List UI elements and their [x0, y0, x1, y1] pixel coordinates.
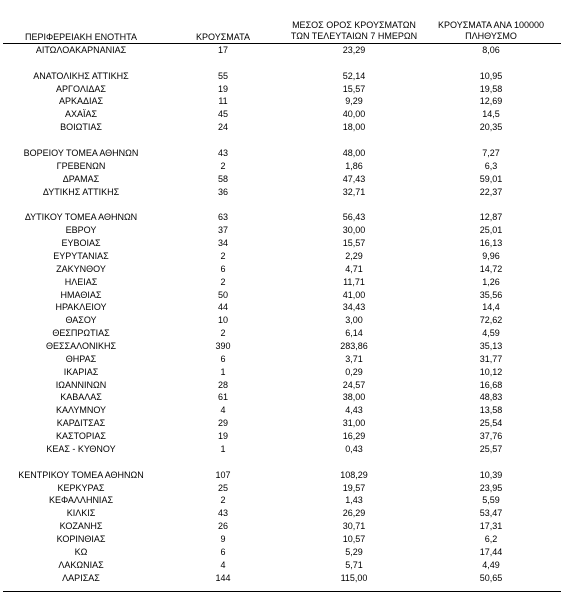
average-cell: 4,71 [345, 264, 363, 274]
cases-cell: 390 [215, 341, 231, 351]
cases-cell: 19 [217, 431, 229, 441]
per100k-cell: 5,59 [482, 495, 500, 505]
cases-cell: 37 [217, 225, 229, 235]
per100k-cell: 14,5 [482, 109, 500, 119]
per100k-cell: 17,31 [479, 521, 503, 531]
per100k-cell: 4,49 [482, 560, 500, 570]
region-cell: ΕΒΡΟΥ [65, 225, 97, 235]
cases-cell: 11 [218, 96, 228, 106]
average-cell: 5,29 [345, 547, 363, 557]
cases-cell: 2 [220, 277, 226, 287]
average-cell: 19,57 [342, 483, 366, 493]
average-cell: 108,29 [340, 470, 368, 480]
cases-cell: 58 [217, 174, 229, 184]
per100k-cell: 10,95 [479, 71, 503, 81]
per100k-cell: 23,95 [479, 483, 503, 493]
region-cell: ΛΑΡΙΣΑΣ [62, 573, 100, 583]
region-cell: ΙΚΑΡΙΑΣ [63, 367, 99, 377]
average-cell: 115,00 [340, 573, 368, 583]
per100k-cell: 59,01 [479, 174, 503, 184]
average-cell: 4,43 [345, 405, 363, 415]
region-cell: ΓΡΕΒΕΝΩΝ [56, 161, 106, 171]
average-cell: 31,00 [342, 418, 366, 428]
cases-cell: 26 [217, 521, 229, 531]
region-cell: ΑΝΑΤΟΛΙΚΗΣ ΑΤΤΙΚΗΣ [33, 71, 129, 81]
cases-cell: 36 [217, 187, 229, 197]
header-rule [3, 43, 561, 44]
region-cell: ΗΡΑΚΛΕΙΟΥ [55, 302, 107, 312]
region-cell: ΑΧΑΪΑΣ [64, 109, 98, 119]
cases-cell: 50 [217, 290, 229, 300]
region-cell: ΛΑΚΩΝΙΑΣ [58, 560, 104, 570]
cases-column-header: ΚΡΟΥΣΜΑΤΑ [196, 32, 250, 42]
average-cell: 6,14 [345, 328, 363, 338]
per100k-cell: 50,65 [479, 573, 503, 583]
per100k-cell: 35,56 [479, 290, 503, 300]
region-cell: ΕΥΡΥΤΑΝΙΑΣ [53, 251, 109, 261]
average-cell: 32,71 [342, 187, 366, 197]
cases-cell: 9 [220, 534, 226, 544]
average-cell: 56,43 [342, 212, 366, 222]
per100k-column-header-line1: ΚΡΟΥΣΜΑΤΑ ΑΝΑ 100000 [438, 20, 544, 30]
per100k-cell: 9,96 [482, 251, 500, 261]
average-cell: 0,29 [345, 367, 363, 377]
cases-cell: 63 [217, 212, 229, 222]
average-cell: 48,00 [342, 148, 366, 158]
average-cell: 15,57 [342, 84, 366, 94]
cases-cell: 55 [217, 71, 229, 81]
cases-cell: 61 [217, 392, 229, 402]
region-cell: ΚΕΦΑΛΛΗΝΙΑΣ [48, 495, 114, 505]
per100k-cell: 48,83 [479, 392, 503, 402]
cases-cell: 4 [220, 560, 226, 570]
average-cell: 41,00 [342, 290, 366, 300]
per100k-cell: 19,58 [479, 84, 503, 94]
per100k-cell: 72,62 [479, 315, 503, 325]
region-cell: ΔΥΤΙΚΟΥ ΤΟΜΕΑ ΑΘΗΝΩΝ [24, 212, 138, 222]
average-cell: 16,29 [342, 431, 366, 441]
region-cell: ΒΟΙΩΤΙΑΣ [60, 122, 102, 132]
cases-cell: 44 [217, 302, 229, 312]
per100k-cell: 10,12 [479, 367, 503, 377]
per100k-cell: 4,59 [482, 328, 500, 338]
average-cell: 5,71 [345, 560, 363, 570]
average-cell: 1,43 [345, 495, 363, 505]
cases-cell: 2 [220, 495, 226, 505]
per100k-cell: 7,27 [482, 148, 500, 158]
per100k-cell: 25,54 [479, 418, 503, 428]
bottom-rule [3, 591, 561, 592]
per100k-cell: 6,3 [484, 161, 498, 171]
cases-cell: 6 [220, 264, 226, 274]
cases-cell: 45 [217, 109, 229, 119]
region-cell: ΕΥΒΟΙΑΣ [61, 238, 101, 248]
per100k-cell: 13,58 [479, 405, 503, 415]
average-cell: 38,00 [342, 392, 366, 402]
cases-cell: 144 [215, 573, 231, 583]
average-cell: 30,00 [342, 225, 366, 235]
region-cell: ΑΡΓΟΛΙΔΑΣ [56, 84, 106, 94]
per100k-cell: 6,2 [484, 534, 498, 544]
region-column-header: ΠΕΡΙΦΕΡΕΙΑΚΗ ΕΝΟΤΗΤΑ [24, 32, 138, 42]
region-cell: ΚΩ [74, 547, 88, 557]
region-cell: ΒΟΡΕΙΟΥ ΤΟΜΕΑ ΑΘΗΝΩΝ [23, 148, 139, 158]
per100k-cell: 14,4 [482, 302, 500, 312]
cases-cell: 4 [220, 405, 226, 415]
region-cell: ΘΑΣΟΥ [65, 315, 97, 325]
per100k-cell: 25,57 [479, 444, 503, 454]
cases-cell: 1 [220, 367, 226, 377]
region-cell: ΚΟΡΙΝΘΙΑΣ [56, 534, 106, 544]
per100k-cell: 8,06 [482, 45, 500, 55]
region-cell: ΘΕΣΣΑΛΟΝΙΚΗΣ [45, 341, 117, 351]
average-cell: 9,29 [345, 96, 363, 106]
cases-cell: 43 [217, 508, 229, 518]
per100k-cell: 20,35 [479, 122, 503, 132]
cases-cell: 17 [217, 45, 229, 55]
region-cell: ΚΕΡΚΥΡΑΣ [57, 483, 105, 493]
per100k-cell: 53,47 [479, 508, 503, 518]
average-column-header-line2: ΤΩΝ ΤΕΛΕΥΤΑΙΩΝ 7 ΗΜΕΡΩΝ [290, 31, 418, 41]
region-cell: ΔΥΤΙΚΗΣ ΑΤΤΙΚΗΣ [42, 187, 120, 197]
cases-cell: 28 [217, 380, 229, 390]
per100k-cell: 10,39 [479, 470, 503, 480]
cases-cell: 2 [220, 251, 226, 261]
average-cell: 283,86 [340, 341, 368, 351]
region-cell: ΖΑΚΥΝΘΟΥ [56, 264, 106, 274]
average-cell: 40,00 [342, 109, 366, 119]
per100k-cell: 16,68 [479, 380, 503, 390]
cases-cell: 107 [215, 470, 231, 480]
per100k-cell: 12,69 [479, 96, 503, 106]
average-cell: 15,57 [342, 238, 366, 248]
average-cell: 24,57 [342, 380, 366, 390]
region-cell: ΚΟΖΑΝΗΣ [59, 521, 103, 531]
region-cell: ΚΕΝΤΡΙΚΟΥ ΤΟΜΕΑ ΑΘΗΝΩΝ [18, 470, 144, 480]
average-cell: 52,14 [342, 71, 366, 81]
cases-cell: 25 [217, 483, 229, 493]
cases-cell: 43 [217, 148, 229, 158]
per100k-cell: 14,72 [479, 264, 503, 274]
cases-cell: 2 [220, 161, 226, 171]
region-cell: ΑΙΤΩΛΟΑΚΑΡΝΑΝΙΑΣ [35, 45, 127, 55]
region-cell: ΚΑΡΔΙΤΣΑΣ [56, 418, 106, 428]
average-cell: 0,43 [345, 444, 363, 454]
cases-cell: 2 [220, 328, 226, 338]
cases-cell: 6 [220, 354, 226, 364]
region-cell: ΔΡΑΜΑΣ [62, 174, 100, 184]
cases-cell: 34 [217, 238, 229, 248]
cases-cell: 24 [217, 122, 229, 132]
region-cell: ΗΛΕΙΑΣ [64, 277, 98, 287]
average-cell: 26,29 [342, 508, 366, 518]
average-cell: 34,43 [342, 302, 366, 312]
region-cell: ΙΩΑΝΝΙΝΩΝ [55, 380, 107, 390]
average-cell: 47,43 [342, 174, 366, 184]
per100k-column-header-line2: ΠΛΗΘΥΣΜΟ [465, 31, 517, 41]
average-cell: 1,86 [345, 161, 363, 171]
cases-cell: 19 [217, 84, 229, 94]
region-cell: ΚΑΛΥΜΝΟΥ [55, 405, 107, 415]
per100k-cell: 12,87 [479, 212, 503, 222]
per100k-cell: 31,77 [479, 354, 503, 364]
region-cell: ΚΑΣΤΟΡΙΑΣ [56, 431, 106, 441]
region-cell: ΚΕΑΣ - ΚΥΘΝΟΥ [46, 444, 116, 454]
region-cell: ΗΜΑΘΙΑΣ [60, 290, 102, 300]
region-cell: ΚΙΛΚΙΣ [66, 508, 96, 518]
per100k-cell: 16,13 [479, 238, 503, 248]
per100k-cell: 37,76 [479, 431, 503, 441]
per100k-cell: 17,44 [479, 547, 503, 557]
region-cell: ΚΑΒΑΛΑΣ [60, 392, 102, 402]
average-cell: 23,29 [342, 45, 366, 55]
cases-cell: 6 [220, 547, 226, 557]
cases-cell: 29 [217, 418, 229, 428]
average-column-header-line1: ΜΕΣΟΣ ΟΡΟΣ ΚΡΟΥΣΜΑΤΩΝ [292, 20, 416, 30]
per100k-cell: 1,26 [482, 277, 500, 287]
average-cell: 30,71 [342, 521, 366, 531]
average-cell: 2,29 [345, 251, 363, 261]
average-cell: 3,00 [345, 315, 363, 325]
region-cell: ΘΕΣΠΡΩΤΙΑΣ [52, 328, 110, 338]
region-cell: ΘΗΡΑΣ [65, 354, 97, 364]
region-cell: ΑΡΚΑΔΙΑΣ [58, 96, 104, 106]
average-cell: 11,71 [343, 277, 365, 287]
per100k-cell: 35,13 [479, 341, 503, 351]
cases-cell: 10 [217, 315, 229, 325]
average-cell: 10,57 [342, 534, 366, 544]
average-cell: 3,71 [345, 354, 363, 364]
per100k-cell: 22,37 [479, 187, 503, 197]
cases-cell: 1 [220, 444, 226, 454]
per100k-cell: 25,01 [479, 225, 503, 235]
average-cell: 18,00 [342, 122, 366, 132]
